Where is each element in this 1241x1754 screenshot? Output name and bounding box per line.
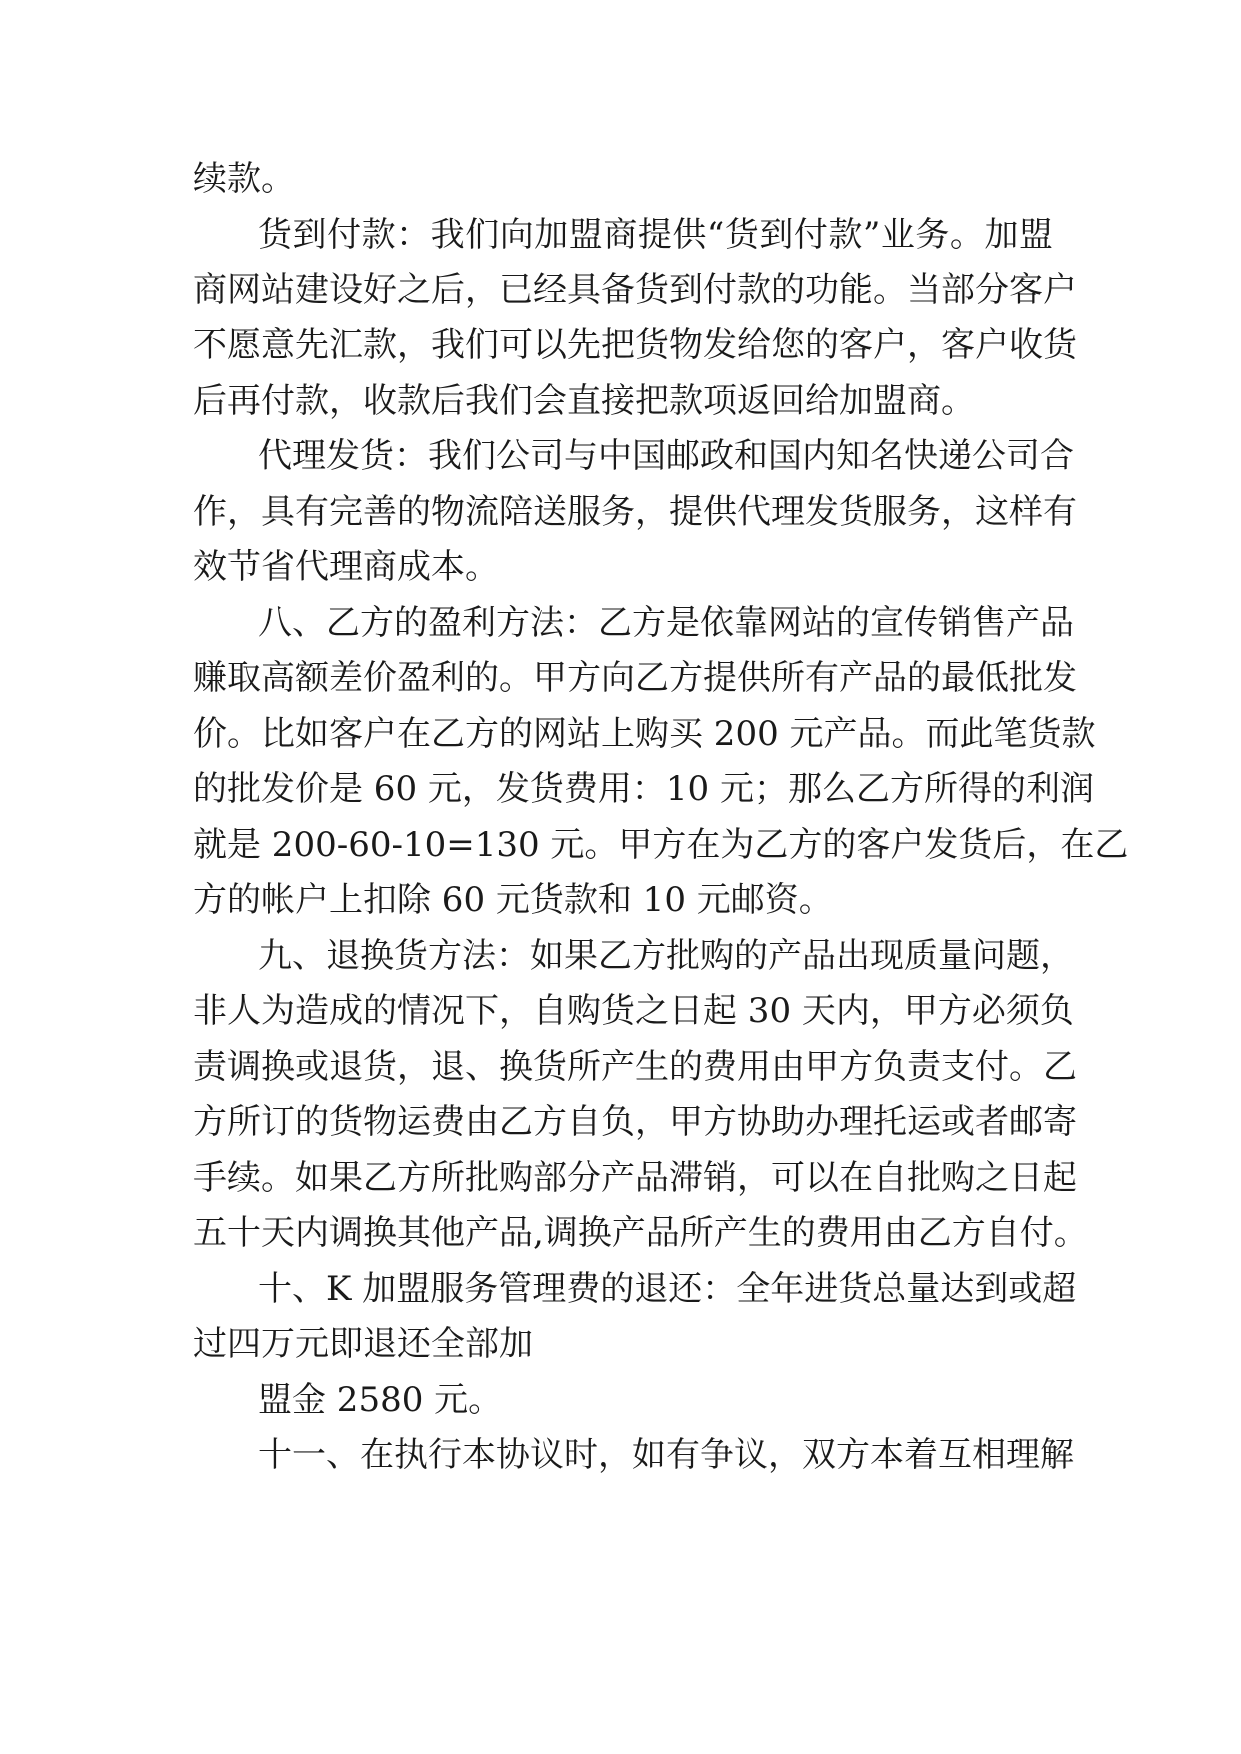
text-line: 商网站建设好之后，已经具备货到付款的功能。当部分客户 xyxy=(193,270,1077,310)
text-line: 续款。 xyxy=(193,159,295,199)
text-line: 作，具有完善的物流陪送服务，提供代理发货服务，这样有 xyxy=(193,492,1077,532)
text-line: 方所订的货物运费由乙方自负，甲方协助办理托运或者邮寄 xyxy=(193,1102,1077,1142)
text-line: 效节省代理商成本。 xyxy=(193,547,499,587)
text-line: 盟金 2580 元。 xyxy=(258,1380,503,1420)
text-line: 不愿意先汇款，我们可以先把货物发给您的客户，客户收货 xyxy=(193,325,1077,365)
text-line: 过四万元即退还全部加 xyxy=(193,1324,533,1364)
text-line: 十、K 加盟服务管理费的退还：全年进货总量达到或超 xyxy=(258,1269,1077,1309)
text-line: 非人为造成的情况下，自购货之日起 30 天内，甲方必须负 xyxy=(193,991,1074,1031)
text-line: 十一、在执行本协议时，如有争议，双方本着互相理解 xyxy=(258,1435,1074,1475)
text-line: 五十天内调换其他产品,调换产品所产生的费用由乙方自付。 xyxy=(193,1213,1088,1253)
text-line: 代理发货：我们公司与中国邮政和国内知名快递公司合 xyxy=(258,436,1074,476)
text-line: 的批发价是 60 元，发货费用：10 元；那么乙方所得的利润 xyxy=(193,769,1094,809)
text-line: 九、退换货方法：如果乙方批购的产品出现质量问题， xyxy=(258,936,1074,976)
text-line: 价。比如客户在乙方的网站上购买 200 元产品。而此笔货款 xyxy=(193,714,1096,754)
text-line: 赚取高额差价盈利的。甲方向乙方提供所有产品的最低批发 xyxy=(193,658,1077,698)
text-line: 货到付款：我们向加盟商提供“货到付款”业务。加盟 xyxy=(258,215,1053,255)
text-line: 八、乙方的盈利方法：乙方是依靠网站的宣传销售产品 xyxy=(258,603,1074,643)
text-line: 责调换或退货，退、换货所产生的费用由甲方负责支付。乙 xyxy=(193,1047,1077,1087)
text-line: 方的帐户上扣除 60 元货款和 10 元邮资。 xyxy=(193,880,833,920)
text-line: 就是 200-60-10=130 元。甲方在为乙方的客户发货后，在乙 xyxy=(193,825,1129,865)
text-line: 后再付款，收款后我们会直接把款项返回给加盟商。 xyxy=(193,381,975,421)
text-line: 手续。如果乙方所批购部分产品滞销，可以在自批购之日起 xyxy=(193,1158,1077,1198)
